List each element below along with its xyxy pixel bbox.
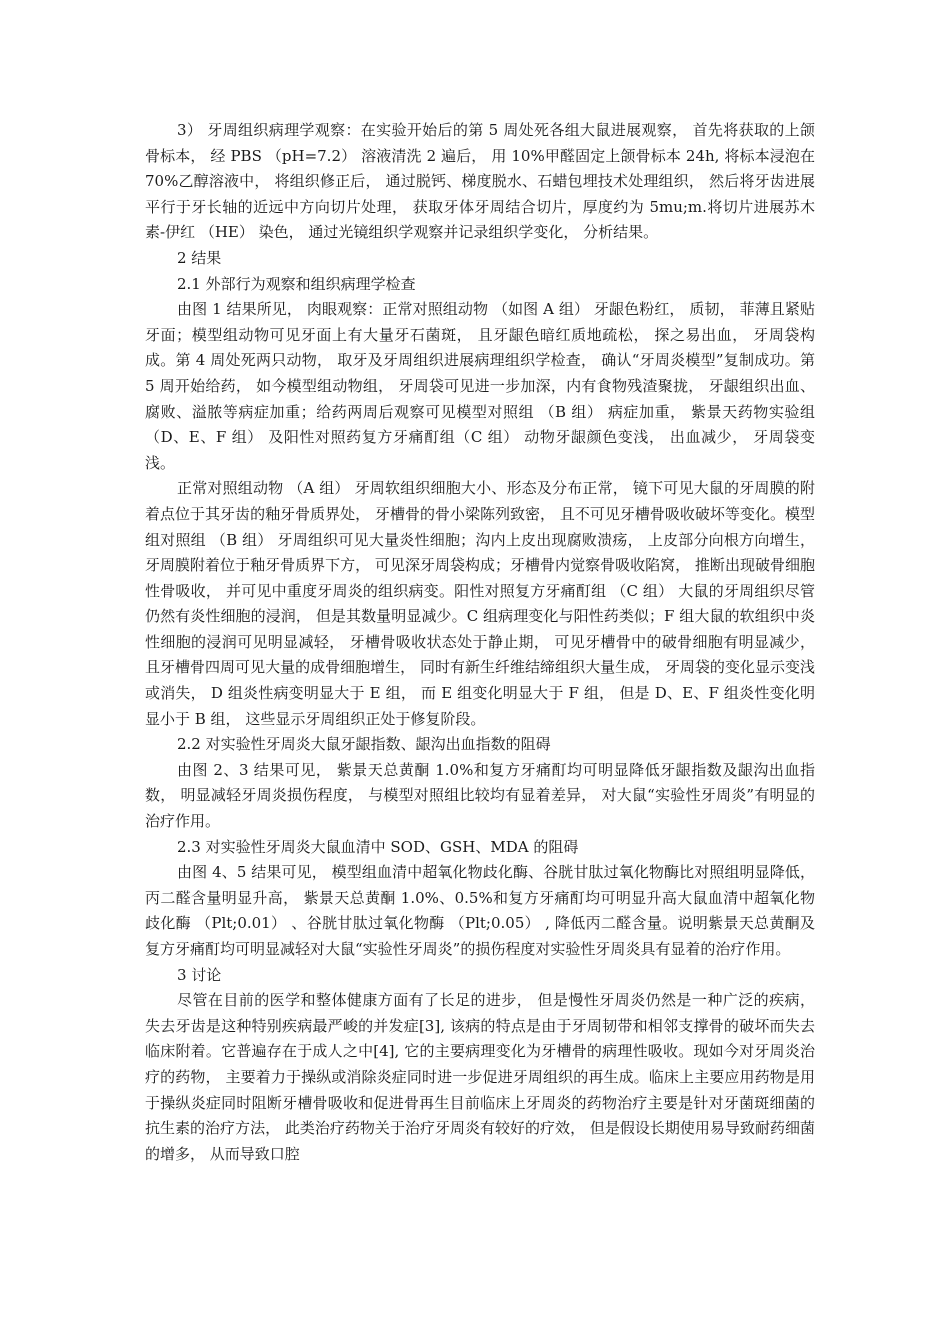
paragraph-histology-findings: 正常对照组动物 （A 组） 牙周软组织细胞大小、形态及分布正常， 镜下可见大鼠的牙周膜的附着点位于其牙齿的釉牙骨质界处， 牙槽骨的骨小梁陈列致密， 且不可见牙槽骨吸收破坏等变化。模型组对照组 （B 组） 牙周组织可见大量炎性细胞；沟内上皮出现腐败溃疡， 上皮部分向根方向增生， 牙周膜附着位于釉牙骨质界下方， 可见深牙周袋构成；牙槽骨内觉察骨吸收陷窝， 推断出现破骨细胞性骨吸收， 并可见中重度牙周炎的组织病变。阳性对照复方牙痛酊组 （C 组） 大鼠的牙周组织尽管仍然有炎性细胞的浸润， 但是其数量明显减少。C 组病理变化与阳性药类似；F 组大鼠的软组织中炎性细胞的浸润可见明显减轻， 牙槽骨吸收状态处于静止期， 可见牙槽骨中的破骨细胞有明显减少， 且牙槽骨四周可见大量的成骨细胞增生， 同时有新生纤维结缔组织大量生成， 牙周袋的变化显示变浅或消失， D 组炎性病变明显大于 E 组， 而 E 组变化明显大于 F 组， 但是 D、E、F 组炎性变化明显小于 B 组， 这些显示牙周组织正处于修复阶段。 bbox=[145, 479, 815, 728]
section-heading-results: 2 结果 bbox=[177, 248, 222, 267]
document-page bbox=[145, 118, 815, 1167]
section-heading-discussion: 3 讨论 bbox=[177, 965, 222, 984]
subsection-heading-2-2: 2.2 对实验性牙周炎大鼠牙龈指数、龈沟出血指数的阻碍 bbox=[177, 735, 551, 754]
paragraph-gross-observation: 由图 1 结果所见， 肉眼观察：正常对照组动物 （如图 A 组） 牙龈色粉红， 质韧， 菲薄且紧贴牙面；模型组动物可见牙面上有大量牙石菌斑， 且牙龈色暗红质地疏松， 探之易出血， 牙周袋构成。第 4 周处死两只动物， 取牙及牙周组织进展病理组织学检查， 确认“牙周炎模型”复制成功。第 5 周开始给药， 如今模型组动物组， 牙周袋可见进一步加深，内有食物残渣聚拢， 牙龈组织出血、腐败、溢脓等病症加重；给药两周后观察可见模型对照组 （B 组） 病症加重， 紫景天药物实验组 （D、E、F 组） 及阳性对照药复方牙痛酊组（C 组） 动物牙龈颜色变浅， 出血减少， 牙周袋变浅。 bbox=[145, 300, 815, 472]
paragraph-serum-markers: 由图 4、5 结果可见， 模型组血清中超氧化物歧化酶、谷胱甘肽过氧化物酶比对照组明显降低， 丙二醛含量明显升高， 紫景天总黄酮 1.0%、0.5%和复方牙痛酊均可明显升高大鼠血清中超氧化物歧化酶 （Plt;0.01） 、谷胱甘肽过氧化物酶 （Plt;0.05） , 降低丙二醛含量。说明紫景天总黄酮及复方牙痛酊均可明显减轻对大鼠“实验性牙周炎”的损伤程度对实验性牙周炎具有显着的治疗作用。 bbox=[145, 863, 815, 958]
paragraph-discussion: 尽管在目前的医学和整体健康方面有了长足的进步， 但是慢性牙周炎仍然是一种广泛的疾病， 失去牙齿是这种特别疾病最严峻的并发症[3], 该病的特点是由于牙周韧带和相邻支撑骨的破坏而失去临床附着。它普遍存在于成人之中[4], 它的主要病理变化为牙槽骨的病理性吸收。现如今对牙周炎治疗的药物， 主要着力于操纵或消除炎症同时进一步促进牙周组织的再生成。临床上主要应用药物是用于操纵炎症同时阻断牙槽骨吸收和促进骨再生目前临床上牙周炎的药物治疗主要是针对牙菌斑细菌的抗生素的治疗方法， 此类治疗药物关于治疗牙周炎有较好的疗效， 但是假设长期使用易导致耐药细菌的增多， 从而导致口腔 bbox=[145, 991, 815, 1163]
paragraph-gingival-index: 由图 2、3 结果可见， 紫景天总黄酮 1.0%和复方牙痛酊均可明显降低牙龈指数及龈沟出血指数， 明显减轻牙周炎损伤程度， 与模型对照组比较均有显着差异， 对大鼠“实验性牙周炎”有明显的治疗作用。 bbox=[145, 760, 815, 831]
paragraph-methods-histology: 3） 牙周组织病理学观察：在实验开始后的第 5 周处死各组大鼠进展观察， 首先将获取的上颌骨标本， 经 PBS （pH=7.2） 溶液清洗 2 遍后， 用 10%甲醛固定上颌骨标本 24h, 将标本浸泡在 70%乙醇溶液中， 将组织修正后， 通过脱钙、梯度脱水、石蜡包埋技术处理组织， 然后将牙齿进展平行于牙长轴的近远中方向切片处理， 获取牙体牙周结合切片，厚度约为 5mu;m.将切片进展苏木素-伊红 （HE） 染色， 通过光镜组织学观察并记录组织学变化， 分析结果。 bbox=[145, 121, 815, 242]
subsection-heading-2-3: 2.3 对实验性牙周炎大鼠血清中 SOD、GSH、MDA 的阻碍 bbox=[177, 837, 579, 856]
subsection-heading-2-1: 2.1 外部行为观察和组织病理学检查 bbox=[177, 274, 416, 293]
